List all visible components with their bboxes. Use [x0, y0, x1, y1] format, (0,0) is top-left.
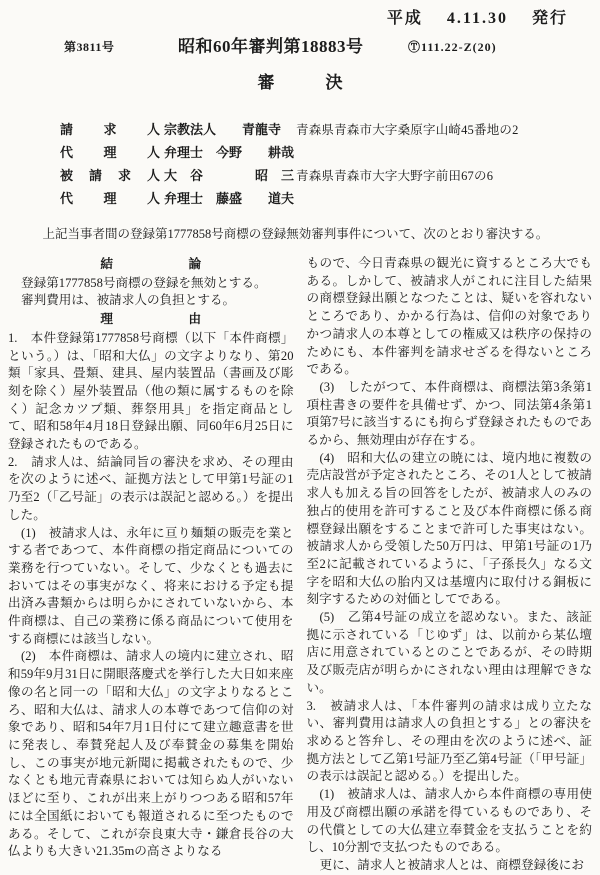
- party-role: 請求人: [60, 122, 160, 137]
- party-row-claimant: [60, 119, 600, 142]
- text-block: 更に、請求人と被請求人とは、商標登録後にお: [319, 857, 584, 872]
- publication-date: 平成 4.11.30 発行: [386, 10, 568, 27]
- text-block: 登録第1777858号商標の登録を無効とする。: [21, 275, 267, 290]
- case-header: [0, 30, 600, 56]
- text-block: (1) 被請求人は、請求人から本件商標の専用使用及び商標出願の承諾を得ているものであり、その代償としての大仏建立奉賛金を支払うことを約し、10分割で支払つたものである。: [306, 787, 592, 855]
- case-number: 昭和60年審判第18883号: [178, 37, 364, 56]
- party-role: 被請求人: [60, 168, 160, 183]
- party-name: 大 谷 昭 三: [164, 168, 295, 183]
- text-block: もので、今日青森県の観光に資するところ大でもある。しかして、被請求人がこれに注目した結果の商標登録出願となつたことは、疑いを容れないところであり、かかる行為は、信仰の対象でありかつ請求人の本尊としての権威又は秩序の保持のためにも、本件審判を請求せざるを得ないところである。: [306, 256, 592, 377]
- intro-sentence: 上記当事者間の登録第1777858号商標の登録無効審判事件について、次のとおり審決する。: [42, 227, 549, 241]
- party-row-claimant-agent: [60, 142, 600, 165]
- issue-number: 第3811号: [64, 40, 115, 54]
- document-title: 審 決: [257, 73, 343, 92]
- text-block: (5) 乙第4号証の成立を認めない。また、該証拠に示されている「じゆず」は、以前から某仏壇店に用意されているとのことであるが、その時期及び販売店が明らかにされない理由は理解できない。: [306, 610, 592, 695]
- left-column: [8, 255, 294, 875]
- text-block: (1) 被請求人は、永年に亘り麺類の販売を業とする者であつて、本件商標の指定商品についての業務を行つていない。そして、少なくとも過去においてはその事実がなく、将来における予定も提出済み書類からは明らかにされていないから、本件商標は、自己の業務に係る商品について使用をする商標には該当しない。: [8, 525, 294, 646]
- party-name: 宗教法人 青龍寺: [164, 122, 282, 137]
- text-block: 2. 請求人は、結論同旨の審決を求め、その理由を次のように述べ、証拠方法として甲第1号証の1乃至2（「乙号証」の表示は誤記と認める。）を提出した。: [8, 454, 294, 522]
- party-role: 代理人: [60, 191, 160, 206]
- classification-code: Ⓣ111.22-Z(20): [408, 40, 497, 54]
- text-block: 理 由: [100, 312, 202, 327]
- party-name: 弁理士 藤盛 道夫: [164, 191, 295, 206]
- party-address: 青森県青森市大字桑原字山崎45番地の2: [296, 123, 519, 137]
- text-block: 1. 本件登録第1777858号商標（以下「本件商標」という。）は、「昭和大仏」の文字よりなり、第20類「家具、畳類、建具、屋内装置品（書画及び彫刻を除く）屋外装置品（他の類に属するものを除く）記念カツプ類、葬祭用具」を指定商品として、昭和58年4月18日登録出願、同60年6月25日に登録されたものである。: [8, 330, 294, 452]
- text-block: 結 論: [100, 257, 202, 271]
- party-name: 弁理士 今野 耕哉: [164, 145, 295, 160]
- parties-block: [60, 119, 600, 211]
- body-columns: [8, 255, 592, 875]
- text-block: (3) したがつて、本件商標は、商標法第3条第1項柱書きの要件を具備せず、かつ、同法第4条第1項第7号に該当するにも拘らず登録されたものであるから、無効理由が存在する。: [306, 379, 592, 448]
- text-block: (4) 昭和大仏の建立の暁には、境内地に複数の売店設営が予定されたところ、その1人として被請求人も加える旨の回答をしたが、被請求人のみの独占的使用を許可すること及び本件商標に係る商標登録出願をすることまで許可した事実はない。被請求人から受領した50万円は、甲第1号証の1乃至2に記載されているように、「子孫長久」なる文字を昭和大仏の胎内又は基壇内に取付ける銅板に刻字するための対価としてである。: [306, 450, 592, 607]
- right-column: [307, 255, 593, 875]
- text-block: 3. 被請求人は、「本件審判の請求は成り立たない、審判費用は請求人の負担とする」との審決を求めると答弁し、その理由を次のように述べ、証拠方法として乙第1号証乃至乙第4号証（「甲号証」の表示は誤記と認める。）を提出した。: [306, 698, 592, 784]
- party-row-respondent: [60, 165, 600, 188]
- party-address: 青森県青森市大字大野字前田67の6: [296, 169, 494, 183]
- text-block: (2) 本件商標は、請求人の境内に建立され、昭和59年9月31日に開眼落慶式を挙行した大日如来座像の名と同一の「昭和大仏」の文字よりなるところ、昭和大仏は、請求人の本尊であつて信仰の対象であり、昭和54年7月1日付にて建立趣意書を世に発表し、奉賛発起人及び奉賛金の募集を開始し、この事実が地元新聞に掲載されたもので、少なくとも地元青森県においては知らぬ人がいないほどに至り、これが出来上がりつつある昭和57年には全国紙においても報道されるに至つたものである。そして、これが奈良東大寺・鎌倉長谷の大仏よりも大きい21.35mの高さよりなる: [8, 649, 294, 859]
- party-role: 代理人: [60, 145, 160, 160]
- party-row-respondent-agent: [60, 188, 600, 211]
- text-block: 審判費用は、被請求人の負担とする。: [21, 293, 236, 308]
